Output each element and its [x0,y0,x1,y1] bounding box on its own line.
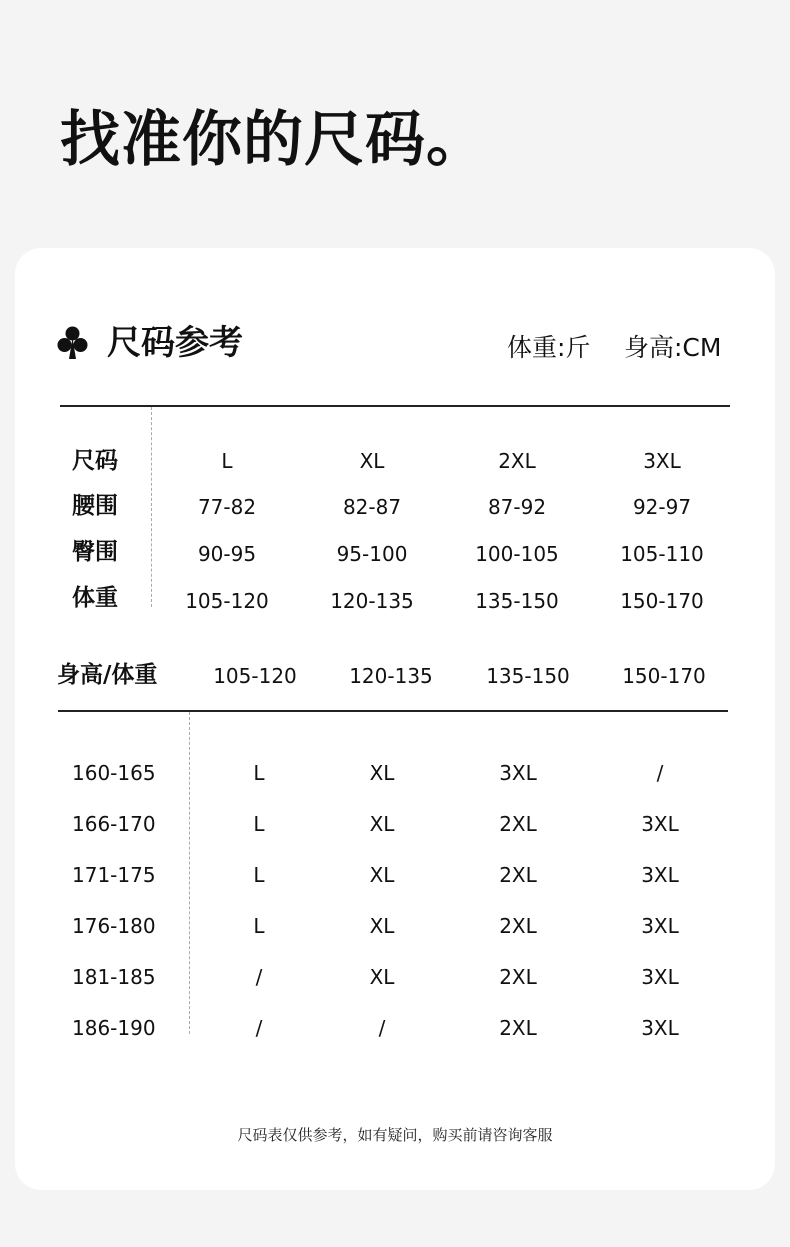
size-recommendation: L [253,914,265,938]
size-recommendation: XL [369,965,395,989]
weight-cell: 120-135 [330,589,414,613]
size-table-divider [151,407,152,607]
size-cell: 3XL [643,449,681,473]
hip-cell: 105-110 [620,542,704,566]
size-table-top-rule [60,405,730,407]
waist-row-label: 腰围 [72,493,118,519]
size-cell: L [221,449,233,473]
height-unit-label: 身高:CM [624,333,722,362]
waist-cell: 77-82 [197,495,257,519]
weight-unit-label: 体重:斤 [507,333,591,362]
size-recommendation: XL [369,914,395,938]
page-title: 找准你的尺码。 [60,105,487,175]
waist-cell: 92-97 [632,495,692,519]
height-row-label: 171-175 [72,863,156,887]
height-weight-corner-label: 身高/体重 [57,662,158,688]
weight-column-header: 150-170 [622,664,706,688]
size-recommendation: / [255,1016,263,1040]
weight-column-header: 105-120 [213,664,297,688]
size-recommendation: 3XL [641,914,679,938]
size-recommendation: 2XL [499,1016,537,1040]
height-row-label: 166-170 [72,812,156,836]
size-recommendation: 3XL [641,1016,679,1040]
height-row-label: 160-165 [72,761,156,785]
footnote: 尺码表仅供参考，如有疑问，购买前请咨询客服 [237,1126,553,1144]
size-recommendation: XL [369,812,395,836]
hip-cell: 95-100 [336,542,408,566]
size-recommendation: XL [369,761,395,785]
size-recommendation: L [253,761,265,785]
height-row-label: 176-180 [72,914,156,938]
size-chart-card [15,248,775,1190]
club-icon [57,325,88,361]
size-recommendation: 2XL [499,863,537,887]
weight-column-header: 135-150 [486,664,570,688]
size-recommendation: / [378,1016,386,1040]
size-recommendation: 3XL [641,965,679,989]
size-recommendation: 3XL [641,812,679,836]
size-recommendation: 2XL [499,914,537,938]
size-recommendation: L [253,812,265,836]
size-cell: XL [359,449,385,473]
size-recommendation: 3XL [499,761,537,785]
size-row-label: 尺码 [72,448,118,474]
height-row-label: 186-190 [72,1016,156,1040]
weight-row-label: 体重 [72,585,118,611]
height-row-label: 181-185 [72,965,156,989]
size-cell: 2XL [498,449,536,473]
size-recommendation: / [255,965,263,989]
weight-cell: 105-120 [185,589,269,613]
size-recommendation: 2XL [499,965,537,989]
size-recommendation: L [253,863,265,887]
hip-cell: 90-95 [197,542,257,566]
hip-cell: 100-105 [475,542,559,566]
weight-cell: 135-150 [475,589,559,613]
waist-cell: 82-87 [342,495,402,519]
hip-row-label: 臀围 [72,539,118,565]
size-recommendation: XL [369,863,395,887]
height-weight-table-rule [58,710,728,712]
weight-column-header: 120-135 [349,664,433,688]
waist-cell: 87-92 [487,495,547,519]
size-recommendation: 3XL [641,863,679,887]
size-recommendation: 2XL [499,812,537,836]
size-recommendation: / [656,761,664,785]
height-weight-table-divider [189,712,190,1034]
weight-cell: 150-170 [620,589,704,613]
section-title: 尺码参考 [107,323,243,363]
